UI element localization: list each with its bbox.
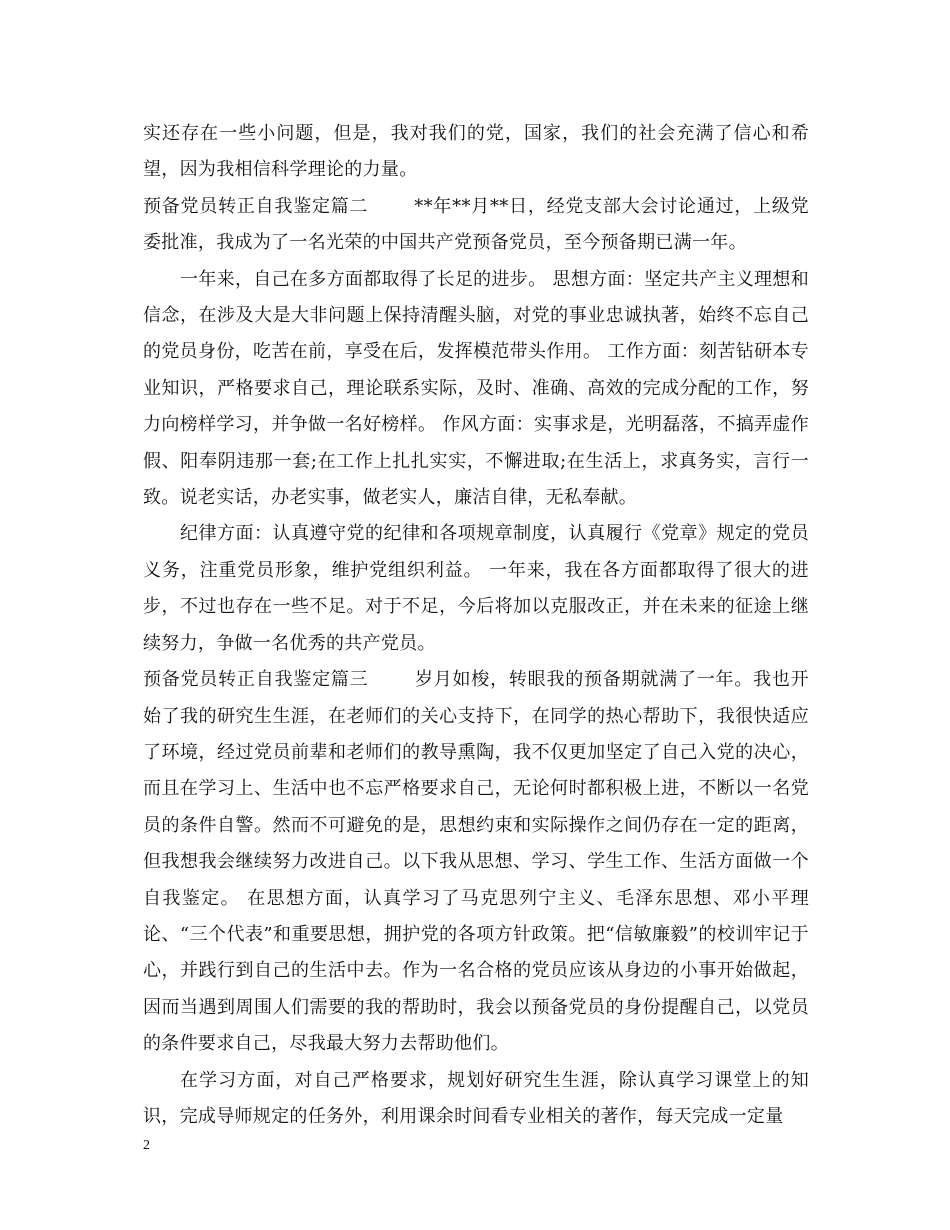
paragraph-continuation: [143, 116, 809, 189]
study-paragraph: [143, 1063, 809, 1136]
section-two-heading: 预备党员转正自我鉴定篇二: [143, 195, 369, 217]
paragraph-text: **年**月**日，经党支部大会讨论通过，上级党委批准，我成为了一名光荣的中国共产党预备党员，至今预备期已满一年。: [143, 195, 809, 254]
paragraph-text: 一年来，自己在多方面都取得了长足的进步。 思想方面：坚定共产主义理想和信念，在涉及大是大非问题上保持清醒头脑，对党的事业忠诚执著，始终不忘自己的党员身份，吃苦在前，享受在后，发挥模范带头作用。 工作方面：刻苦钻研本专业知识，严格要求自己，理论联系实际，及时、准确、高效的完成分配的工作，努力向榜样学习，并争做一名好榜样。 作风方面：实事求是，光明磊落，不搞弄虚作假、阳奉阴违那一套;在工作上扎扎实实，不懈进取;在生活上，求真务实，言行一致。说老实话，办老实事，做老实人，廉洁自律，无私奉献。: [143, 268, 809, 509]
discipline-paragraph: [143, 516, 809, 662]
page-number: 2: [143, 1138, 150, 1153]
section-two-paragraph: [143, 189, 809, 262]
paragraph-text: 在学习方面，对自己严格要求，规划好研究生生涯，除认真学习课堂上的知识，完成导师规定的任务外，利用课余时间看专业相关的著作，每天完成一定量: [143, 1069, 809, 1127]
section-three-paragraph: [143, 662, 809, 1062]
paragraph-text: 实还存在一些小问题，但是，我对我们的党，国家，我们的社会充满了信心和希望，因为我相信科学理论的力量。: [143, 123, 809, 181]
document-body: [143, 116, 809, 1135]
paragraph-text: 岁月如梭，转眼我的预备期就满了一年。我也开始了我的研究生生涯，在老师们的关心支持下，在同学的热心帮助下，我很快适应了环境，经过党员前辈和老师们的教导熏陶，我不仅更加坚定了自己入党的决心，而且在学习上、生活中也不忘严格要求自己，无论何时都积极上进，不断以一名党员的条件自警。然而不可避免的是，思想约束和实际操作之间仍存在一定的距离，但我想我会继续努力改进自己。以下我从思想、学习、学生工作、生活方面做一个自我鉴定。 在思想方面，认真学习了马克思列宁主义、毛泽东思想、邓小平理论、“三个代表”和重要思想，拥护党的各项方针政策。把“信敏廉毅”的校训牢记于心，并践行到自己的生活中去。作为一名合格的党员应该从身边的小事开始做起，因而当遇到周围人们需要的我的帮助时，我会以预备党员的身份提醒自己，以党员的条件要求自己，尽我最大努力去帮助他们。: [143, 669, 809, 1055]
progress-paragraph: [143, 262, 809, 517]
paragraph-text: 纪律方面：认真遵守党的纪律和各项规章制度，认真履行《党章》规定的党员义务，注重党员形象，维护党组织利益。 一年来，我在各方面都取得了很大的进步，不过也存在一些不足。对于不足，今后将加以克服改正，并在未来的征途上继续努力，争做一名优秀的共产党员。: [143, 523, 809, 654]
section-three-heading: 预备党员转正自我鉴定篇三: [143, 669, 369, 691]
